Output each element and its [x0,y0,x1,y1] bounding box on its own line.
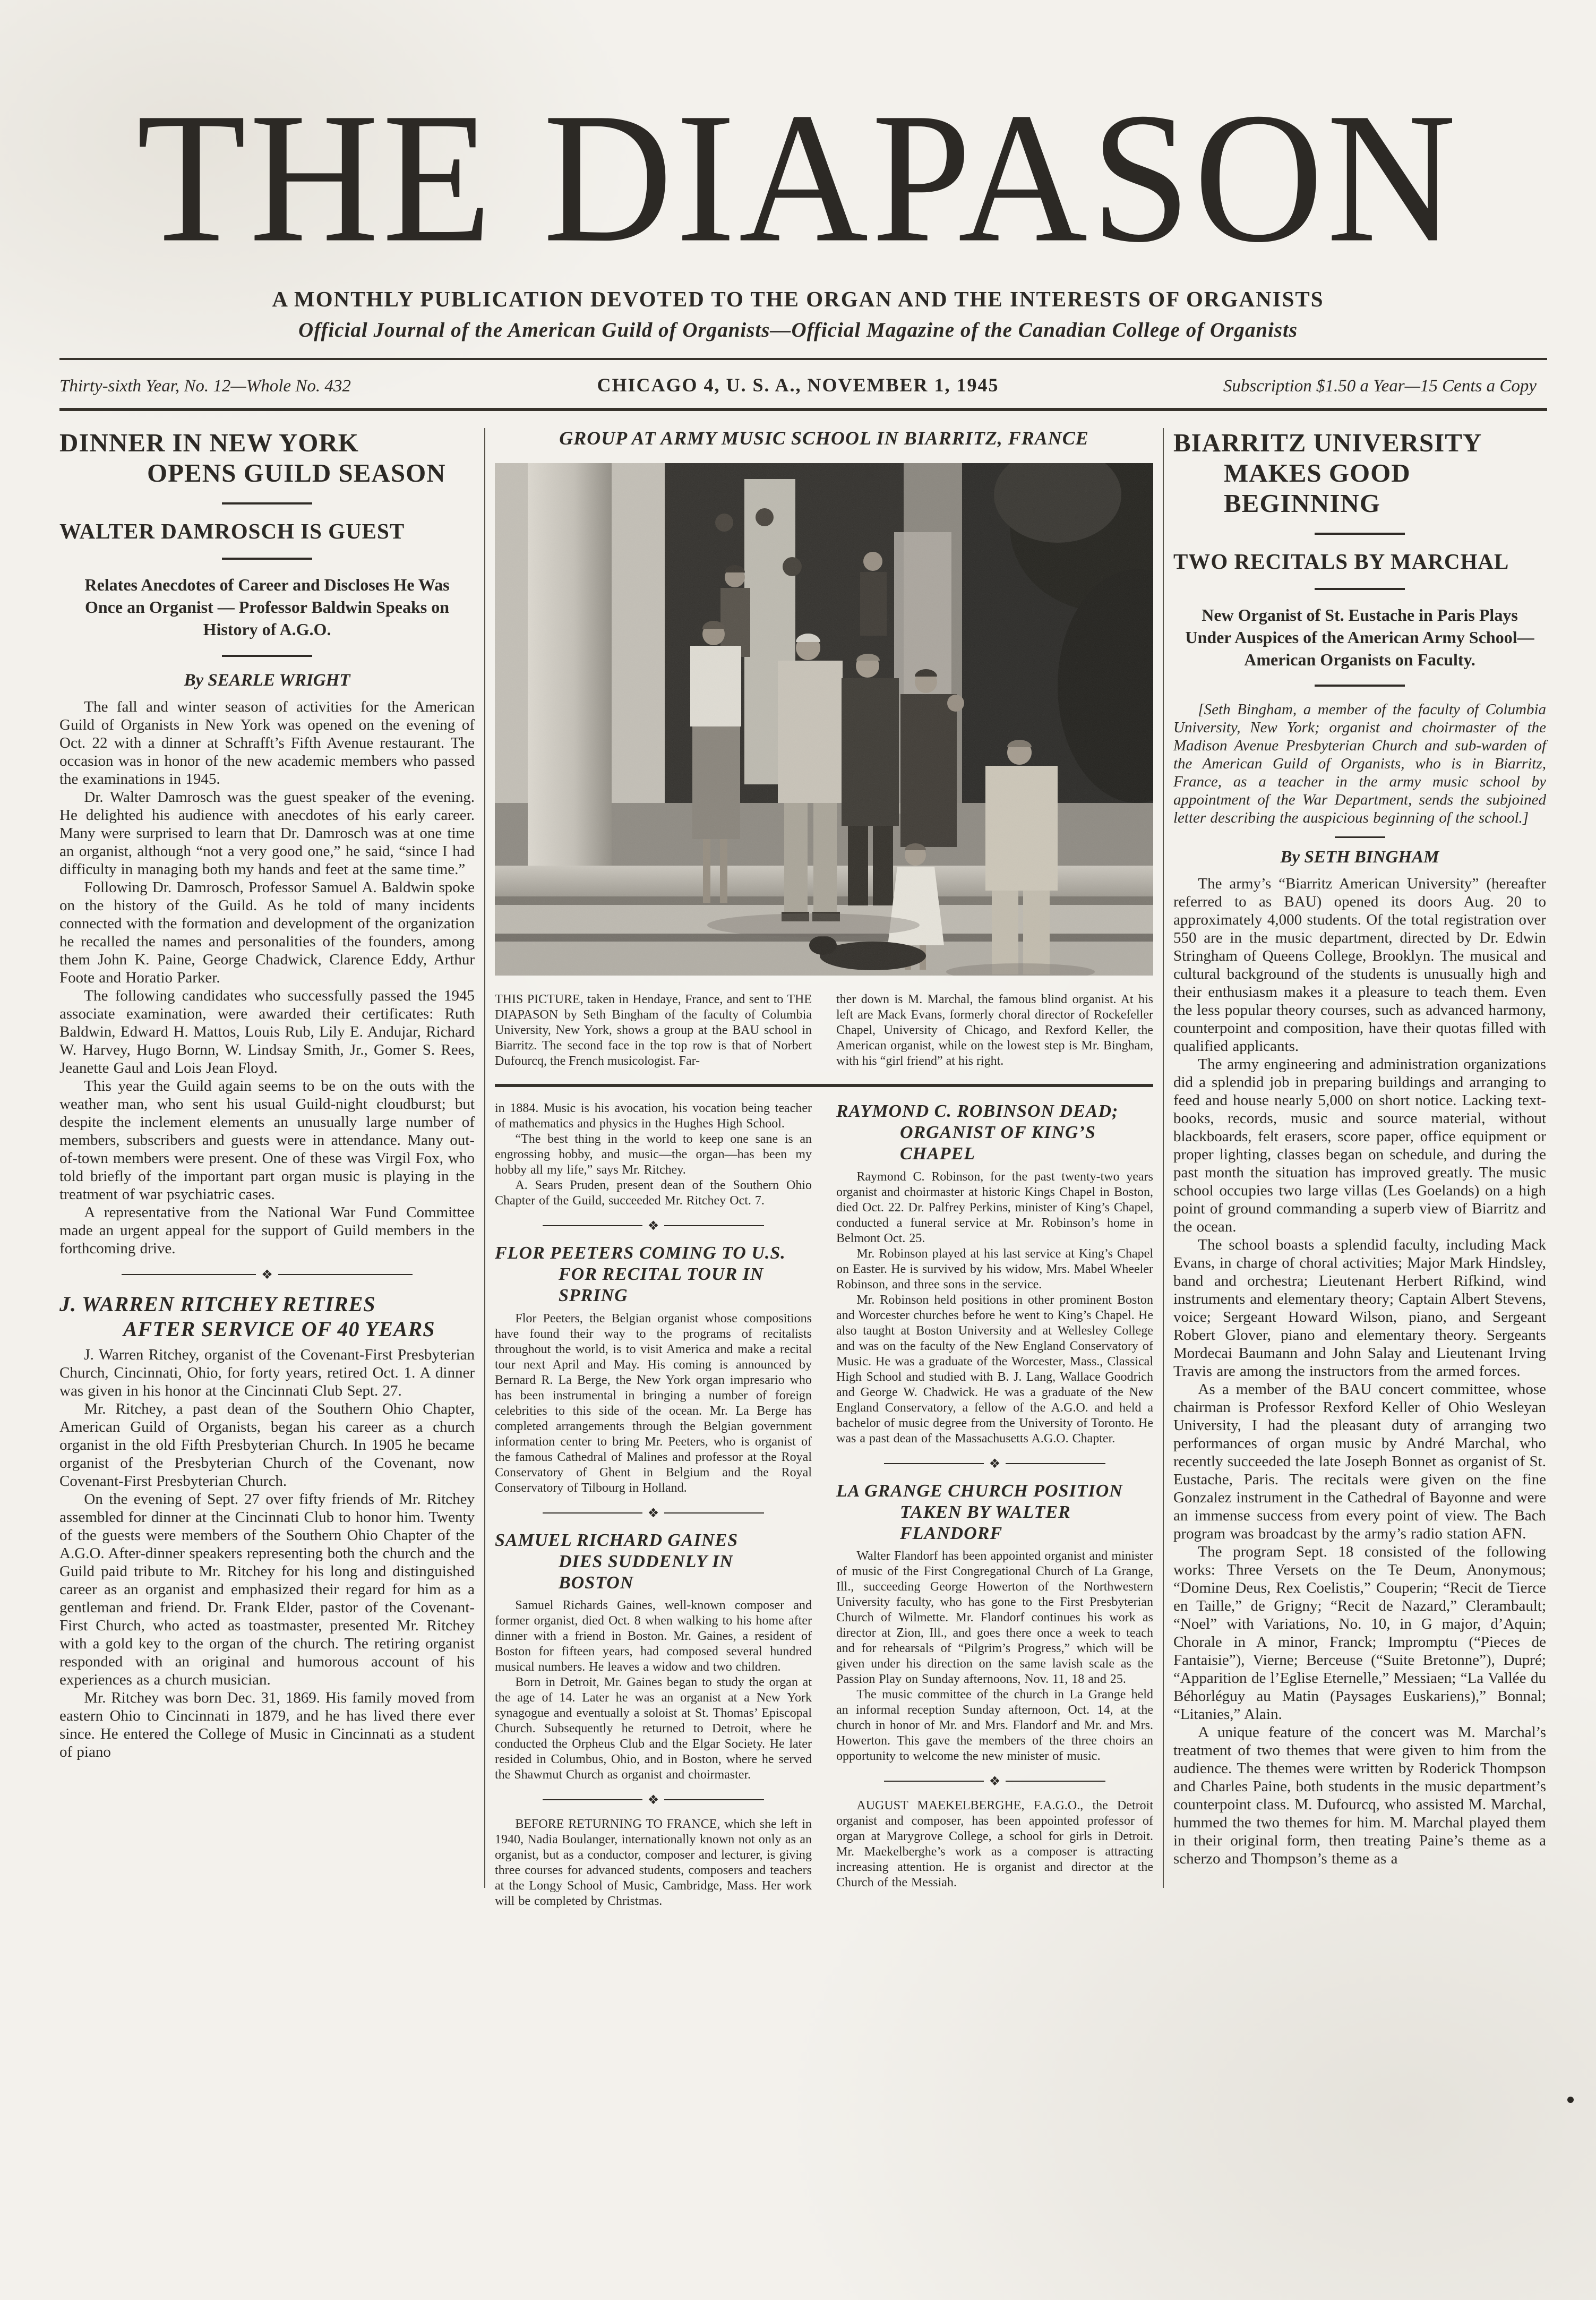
biarritz-deck: New Organist of St. Eustache in Paris Plays Under Auspices of the American Army School—American Organists on Faculty. [1185,605,1534,670]
ritchey-headline-line2: AFTER SERVICE OF 40 YEARS [123,1316,435,1341]
section-divider [543,1219,765,1232]
paper-subtitle-official: Official Journal of the American Guild of Organists—Official Magazine of the Canadian College of Organists [298,319,1298,342]
fleuron-icon: ❖ [261,1267,273,1282]
paper-subtitle: A MONTHLY PUBLICATION DEVOTED TO THE ORGAN AND THE INTERESTS OF ORGANISTS [272,287,1324,312]
lagrange-headline-line2: TAKEN BY WALTER FLANDORF [900,1502,1071,1543]
article1-headline [59,428,475,489]
biarritz-para: A unique feature of the concert was M. Marchal’s treatment of two themes that were given to him from the audience. The themes were written by Roderick Thompson and Charles Paine, both students in the music department’s counterpoint class. M. Dufourcq, who assisted M. Marchal, hummed the two themes for him. M. Marchal played them in their original form, then treating Paine’s theme as a scherzo and Thompson’s theme as a [1173,1724,1546,1868]
army-music-school-photo [495,463,1153,976]
editor-note: [Seth Bingham, a member of the faculty of Columbia University, New York; organist and choirmaster of the Madison Avenue Presbyterian Church and sub-warden of the American Guild of Organists, who is in Biarritz, France, as a teacher in the army music school by appointment of the War Department, sends the subjoined letter describing the auspicious beginning of the school.] [1173,701,1546,827]
robinson-headline [836,1101,1153,1165]
gaines-headline-line2: DIES SUDDENLY IN BOSTON [559,1551,733,1593]
peeters-para: Flor Peeters, the Belgian organist whose compositions have found their way to the programs of recitalists throughout the world, is to visit America and make a recital tour next April and May. His coming is announced by Bernard R. La Berge, the New York organ impresario who has been instrumental in bringing a number of foreign celebrities to this side of the ocean. Mr. La Berge has completed arrangements through the Belgian government information center to bring Mr. Peeters, who is organist of the famous Cathedral of Malines and professor at the Royal Conservatory of Ghent in Belgium and the Royal Conservatory of Tilbourg in Holland. [495,1311,812,1495]
paper-title: THE DIAPASON [136,74,1460,281]
article1-para: The fall and winter season of activities for the American Guild of Organists in New York was opened on the evening of Oct. 22 with a dinner at Schrafft’s Fifth Avenue restaurant. The occasion was in honor of the new academic members who passed the examinations in 1945. [59,698,475,788]
biarritz-para: The army’s “Biarritz American University” (hereafter referred to as BAU) opened its doors Aug. 20 to approximately 4,000 students. Of the total registration over 550 are in the music department, directed by Dr. Edwin Stringham of Queens College, Brooklyn. The musical and cultural background of the students is unusually high and their enthusiasm makes it a pleasure to teach them. Even the less popular theory courses, such as advanced harmony, counterpoint and composition, have their quotas filled with qualified applicants. [1173,875,1546,1055]
article1-headline-line1: DINNER IN NEW YORK [59,428,359,458]
headline-rule [222,502,312,505]
column-center [495,425,1153,1909]
section-divider [884,1457,1106,1470]
column-1 [59,425,475,1909]
maekelberghe-para: AUGUST MAEKELBERGHE, F.A.G.O., the Detroit organist and composer, has been appointed professor of organ at Marygrove College, a school for girls in Detroit. Mr. Maekelberghe’s work as a composer is attracting increasing attention. He is organist and director at the Church of the Messiah. [836,1798,1153,1889]
robinson-para: Raymond C. Robinson, for the past twenty-two years organist and choirmaster at historic Kings Chapel in Boston, died Oct. 22. Dr. Palfrey Perkins, minister of King’s Chapel, conducted a funeral service at Mr. Robinson’s home in Belmont Oct. 25. [836,1169,1153,1245]
peeters-headline [495,1243,812,1306]
deck-rule [222,655,312,657]
fleuron-icon: ❖ [989,1456,1001,1471]
robinson-headline-line1: RAYMOND C. ROBINSON DEAD; [836,1101,1119,1122]
peeters-headline-line1: FLOR PEETERS COMING TO U.S. [495,1243,786,1263]
boulanger-para: BEFORE RETURNING TO FRANCE, which she left in 1940, Nadia Boulanger, internationally known not only as an organist, but as a conductor, composer and lecturer, is giving three courses for advanced students, composers and teachers at the Longy School of Music, Cambridge, Mass. Her work will be completed by Christmas. [495,1817,812,1908]
headline-rule [1315,533,1405,535]
photo-caption [495,992,1153,1069]
photo-caption-left: THIS PICTURE, taken in Hendaye, France, and sent to THE DIAPASON by Seth Bingham of the faculty of Columbia University, New York, shows a group at the BAU school in Biarritz. The second face in the top row is that of Norbert Dufourcq, the French musicologist. Far- [495,993,812,1068]
ritchey-para: On the evening of Sept. 27 over fifty friends of Mr. Ritchey assembled for dinner at the Cincinnati Club to honor him. Twenty of the guests were members of the Southern Ohio Chapter of the A.G.O. After-dinner speakers representing both the church and the Guild paid tribute to Mr. Ritchey for his long and distinguished career as an organist and emphasized their regard for him as a gentleman and friend. Dr. Frank Elder, pastor of the Covenant-First Church, who acted as toastmaster, presented Mr. Ritchey with a gold key to the organ of the church. The retiring organist responded with an original and humorous account of his experiences as a church musician. [59,1490,475,1688]
biarritz-para: The army engineering and administration organizations did a splendid job in preparing buildings and arranging to feed and house nearly 5,000 on short notice. Lacking text-books, records, music and source material, without blackboards, felt erasers, score paper, office equipment or proper lighting, classes began on schedule, and during the past month the situation has improved greatly. The music school occupies two large villas (Les Goelands) on a high point of ground commanding a superb view of Biarritz and the ocean. [1173,1056,1546,1236]
ritchey-headline-line1: J. WARREN RITCHEY RETIRES [59,1292,376,1316]
peeters-headline-line2: FOR RECITAL TOUR IN SPRING [559,1264,764,1306]
column-3 [836,1101,1153,1909]
fleuron-icon: ❖ [647,1218,659,1234]
biarritz-subhead: TWO RECITALS BY MARCHAL [1173,549,1509,574]
note-rule [1335,836,1385,838]
dateline [59,374,1537,396]
biarritz-headline [1173,428,1546,518]
center-divider-rule [495,1084,1153,1087]
deck-rule [1315,685,1405,687]
lagrange-para: The music committee of the church in La Grange held an informal reception Sunday afternoon, Oct. 14, at the church in honor of Mr. and Mrs. Flandorf and Mr. and Mrs. Howerton. This gave the members of the three choirs an opportunity to welcome the new minister of music. [836,1687,1153,1763]
lagrange-headline [836,1481,1153,1544]
section-divider [543,1793,765,1806]
gaines-headline-line1: SAMUEL RICHARD GAINES [495,1530,739,1550]
gaines-para: Samuel Richards Gaines, well-known composer and former organist, died Oct. 8 when walking to his home after dinner with a friend in Boston. Mr. Gaines, a resident of Boston for fifteen years, had composed several hundred musical numbers. He leaves a widow and two children. [495,1598,812,1674]
photo-caption-right: ther down is M. Marchal, the famous blind organist. At his left are Mack Evans, formerly choral director of Rockefeller Chapel, University of Chicago, and Rexford Keller, the American organist, while on the lowest step is Mr. Bingham, with his “girl friend” at his right. [836,993,1153,1068]
masthead-rule-top [59,358,1547,360]
subhead-rule [222,558,312,560]
lagrange-headline-line1: LA GRANGE CHURCH POSITION [836,1481,1123,1501]
gaines-para: Born in Detroit, Mr. Gaines began to study the organ at the age of 14. Later he was an organist at a New York synagogue and eventually a soloist at St. Thomas’ Episcopal Church. Subsequently he returned to Detroit, where he conducted the Orpheus Club and the Elgar Society. He later resided in Columbus, Ohio, and in Boston, where he served the Shawmut Church as organist and choirmaster. [495,1675,812,1782]
article1-subhead: WALTER DAMROSCH IS GUEST [59,518,405,543]
subhead-rule [1315,588,1405,590]
section-divider [543,1507,765,1519]
article1-byline: By SEARLE WRIGHT [184,670,350,690]
article1-para: Following Dr. Damrosch, Professor Samuel A. Baldwin spoke on the history of the Guild. As he told of many incidents connected with the formation and development of the organization he recalled the names and personalities of the founders, among them John K. Paine, George Chadwick, Clarence Eddy, Arthur Foote and Horatio Parker. [59,878,475,986]
ritchey-continued-para: A. Sears Pruden, present dean of the Southern Ohio Chapter of the Guild, succeeded Mr. Ritchey Oct. 7. [495,1178,812,1208]
biarritz-headline-line1: BIARRITZ UNIVERSITY [1173,428,1482,458]
robinson-para: Mr. Robinson played at his last service at King’s Chapel on Easter. He is survived by his widow, Mrs. Mabel Wheeler Robinson, and three sons in the service. [836,1246,1153,1292]
ritchey-para: Mr. Ritchey, a past dean of the Southern Ohio Chapter, American Guild of Organists, began his career as a church organist in the old Fifth Presbyterian Church. In 1905 he became organist of the Presbyterian Church of the Covenant, now Covenant-First Presbyterian Church. [59,1400,475,1490]
article1-para: A representative from the National War Fund Committee made an urgent appeal for the support of Guild members in the forthcoming drive. [59,1203,475,1257]
subscription-price: Subscription $1.50 a Year—15 Cents a Copy [1223,377,1537,396]
column-2 [495,1101,812,1909]
center-subcolumns [495,1101,1153,1909]
biarritz-byline: By SETH BINGHAM [1280,848,1439,867]
lagrange-para: Walter Flandorf has been appointed organist and minister of music of the First Congregational Church of La Grange, Ill., succeeding George Howerton of the Northwestern University faculty, who has gone to the First Presbyterian Church of Wilmette. Mr. Flandorf continues his work as director at Zion, Ill., and goes there once a week to teach and for rehearsals of “Pilgrim’s Progress,” which will be given under his direction on the same lavish scale as the Passion Play on Sunday afternoons, Nov. 11, 18 and 25. [836,1549,1153,1686]
article1-headline-line2: OPENS GUILD SEASON [147,458,446,488]
article1-deck: Relates Anecdotes of Career and Discloses He Was Once an Organist — Professor Baldwin Speaks on History of A.G.O. [84,575,450,639]
columns [59,425,1596,1909]
biarritz-para: As a member of the BAU concert committee, whose chairman is Professor Rexford Keller of Ohio Wesleyan University, I had the pleasant duty of arranging two performances of organ music by André Marchal, who recently succeeded the late Joseph Bonnet as organist of St. Eustache, Paris. The recitals were given on the fine Gonzalez instrument in the Cathedral of Bayonne and were an immense success from every point of view. The Bach program was broadcast by the army’s radio station AFN. [1173,1381,1546,1543]
biarritz-headline-line2: MAKES GOOD BEGINNING [1224,458,1411,518]
fleuron-icon: ❖ [647,1505,659,1520]
photo-title: GROUP AT ARMY MUSIC SCHOOL IN BIARRITZ, FRANCE [559,427,1089,449]
masthead [0,74,1596,342]
issue-number: Thirty-sixth Year, No. 12—Whole No. 432 [59,377,351,396]
place-and-date: CHICAGO 4, U. S. A., NOVEMBER 1, 1945 [597,374,999,396]
masthead-rule-bottom [59,408,1547,411]
robinson-para: Mr. Robinson held positions in other prominent Boston and Worcester churches before he went to King’s Chapel. He also taught at Boston University and at Wellesley College and was on the faculty of the New England Conservatory of Music. He was a graduate of the Worcester, Mass., Classical High School and studied with B. J. Lang, Wallace Goodrich and George W. Chadwick. He was a graduate of the New England Conservatory, a fellow of the A.G.O. and held a bachelor of music degree from the University of Toronto. He was a past dean of the Massachusetts A.G.O. Chapter. [836,1293,1153,1446]
ritchey-headline [59,1292,475,1341]
biarritz-para: The school boasts a splendid faculty, including Mack Evans, in charge of choral activities; Major Mark Hindsley, band and orchestra; Lieutenant Herbert Rifkind, wind instruments and elementary theory; Captain Albert Stevens, voice; Sergeant Howard Wilson, piano, and Sergeant Robert Glover, piano and elementary theory. Sergeants Mordecai Baumann and John Salay and Lieutenant Irving Travis are among the instructors from the armed forces. [1173,1236,1546,1380]
ritchey-para: Mr. Ritchey was born Dec. 31, 1869. His family moved from eastern Ohio to Cincinnati in 1879, and he has lived there ever since. He entered the College of Music in Cincinnati as a student of piano [59,1689,475,1760]
column-rule [484,428,485,1888]
fleuron-icon: ❖ [647,1792,659,1807]
ritchey-para: J. Warren Ritchey, organist of the Covenant-First Presbyterian Church, Cincinnati, Ohio, for forty years, retired Oct. 1. A dinner was given in his honor at the Cincinnati Club Sept. 27. [59,1346,475,1399]
fleuron-icon: ❖ [989,1773,1001,1789]
biarritz-para: The program Sept. 18 consisted of the following works: Three Versets on the Te Deum, Anonymous; “Domine Deus, Rex Coelistis,” Couperin; “Recit de Tierce en Taille,” de Grigny; “Recit de Nazard,” Clerambault; “Noel” with Variations, No. 10, in G major, d’Aquin; Chorale in A minor, Franck; Impromptu (“Pieces de Fantaisie”), Vierne; Berceuse (“Suite Bretonne”), Dupré; “Apparition de l’Eglise Eternelle,” Messiaen; “La Vallée du Béhorléguy au Matin (Paysages Euskariens),” Bonnal; “Litanies,” Alain. [1173,1543,1546,1723]
ritchey-continued-para: “The best thing in the world to keep one sane is an engrossing hobby, and music—the organ—has been my hobby all my life,” says Mr. Ritchey. [495,1132,812,1177]
article1-para: The following candidates who successfully passed the 1945 associate examination, were awarded their certificates: Ruth Baldwin, Edward H. Mattos, Louis Rub, Lily E. Andujar, Richard W. Harvey, Hugo Bornn, W. Lindsay Smith, Jr., Gomer S. Rees, Jeanette Gaul and Lois Jean Floyd. [59,987,475,1076]
column-4 [1173,425,1546,1909]
section-divider [122,1268,412,1281]
ritchey-continued-para: in 1884. Music is his avocation, his vocation being teacher of mathematics and physics in the Hughes High School. [495,1101,812,1131]
ink-speck [1567,2097,1574,2103]
article1-para: This year the Guild again seems to be on the outs with the weather man, who sent his usual Guild-night cloudburst; but despite the inclement elements an unusually large number of members, subscribers and guests were in attendance. Many out-of-town members were present. One of these was Virgil Fox, who told briefly of the important part organ music is playing in the treatment of war psychiatric cases. [59,1077,475,1203]
section-divider [884,1775,1106,1788]
robinson-headline-line2: ORGANIST OF KING’S CHAPEL [900,1123,1096,1164]
gaines-headline [495,1530,812,1594]
column-rule [1163,428,1164,1888]
article1-para: Dr. Walter Damrosch was the guest speaker of the evening. He delighted his audience with anecdotes of his early career. Many were surprised to learn that Dr. Damrosch was at one time an organist, although “not a very good one,” he said, “since I had difficulty in managing both my hands and feet at the same time.” [59,788,475,878]
